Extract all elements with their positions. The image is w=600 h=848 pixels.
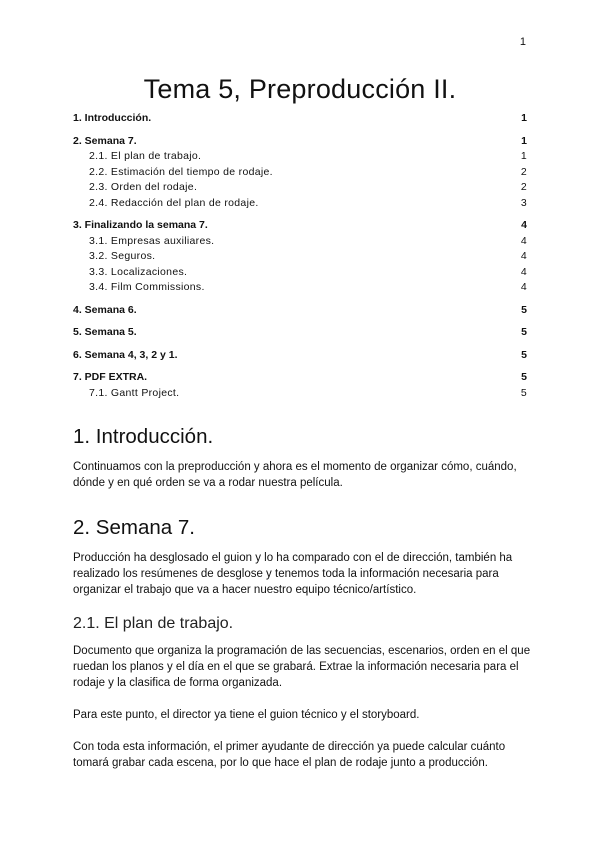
toc-entry[interactable] xyxy=(73,386,527,402)
toc-entry-page: 4 xyxy=(520,265,527,278)
paragraph: Documento que organiza la programación de las secuencias, escenarios, orden en el que ruedan los planos y el día en el que se grabará. Extrae la información necesaria para el rodaje y la clasifica de forma organizada. xyxy=(73,645,531,689)
toc-entry[interactable] xyxy=(73,325,527,341)
toc-entry[interactable] xyxy=(73,218,527,234)
document-title: Tema 5, Preproducción II. xyxy=(143,74,457,104)
toc-entry-page: 5 xyxy=(521,348,527,361)
page-number: 1 xyxy=(519,36,526,48)
toc-entry-label: 3.4. Film Commissions. xyxy=(89,281,205,293)
subsection-heading: 2.1. El plan de trabajo. xyxy=(73,615,234,632)
toc-entry-page: 5 xyxy=(521,371,527,383)
toc-entry-label: 2.3. Orden del rodaje. xyxy=(89,181,198,193)
toc-entry-page: 1 xyxy=(521,112,527,124)
toc-entry[interactable] xyxy=(73,348,527,364)
toc-entry-label: 5. Semana 5. xyxy=(73,326,137,338)
paragraph: Con toda esta información, el primer ayudante de dirección ya puede calcular cuánto tomará grabar cada escena, por lo que hace el plan de rodaje junto a producción. xyxy=(73,741,506,769)
toc-entry-page: 4 xyxy=(520,250,527,262)
section-heading: 2. Semana 7. xyxy=(73,516,195,539)
toc-entry[interactable] xyxy=(73,249,527,265)
toc-entry[interactable] xyxy=(73,303,527,319)
section-semana-7 xyxy=(73,515,533,598)
toc-entry[interactable] xyxy=(73,370,527,386)
toc-entry-label: 4. Semana 6. xyxy=(73,303,137,316)
toc-entry-label: 2.1. El plan de trabajo. xyxy=(89,150,202,162)
toc-entry-label: 3.1. Empresas auxiliares. xyxy=(89,234,215,247)
toc-entry[interactable] xyxy=(73,180,527,196)
toc-entry-page: 1 xyxy=(521,134,527,147)
toc-entry-page: 1 xyxy=(520,150,527,162)
toc-entry-page: 3 xyxy=(520,196,527,209)
toc-entry-label: 3. Finalizando la semana 7. xyxy=(73,219,208,231)
toc-entry-page: 2 xyxy=(520,181,527,193)
toc-entry-page: 5 xyxy=(521,303,527,316)
toc-entry[interactable] xyxy=(73,196,527,212)
toc-entry[interactable] xyxy=(73,234,527,250)
toc-entry-label: 1. Introducción. xyxy=(73,112,152,124)
toc-entry[interactable] xyxy=(73,134,527,150)
toc-entry-page: 5 xyxy=(520,386,527,399)
toc-entry-page: 4 xyxy=(520,281,527,293)
toc-entry-label: 6. Semana 4, 3, 2 y 1. xyxy=(73,348,178,361)
toc-entry-label: 2.4. Redacción del plan de rodaje. xyxy=(89,196,259,209)
toc-entry[interactable] xyxy=(73,280,527,296)
toc-entry-label: 3.2. Seguros. xyxy=(89,250,156,262)
toc-entry-label: 2.2. Estimación del tiempo de rodaje. xyxy=(89,165,273,178)
section-introduccion xyxy=(73,424,533,491)
toc-entry[interactable] xyxy=(73,165,527,181)
toc-entry-page: 4 xyxy=(521,219,527,231)
document-body xyxy=(73,424,533,787)
paragraph: Continuamos con la preproducción y ahora es el momento de organizar cómo, cuándo, dónde y en qué orden se va a rodar nuestra película. xyxy=(73,461,517,489)
toc-entry-page: 2 xyxy=(520,165,527,178)
paragraph: Para este punto, el director ya tiene el guion técnico y el storyboard. xyxy=(73,709,420,721)
toc-entry-page: 5 xyxy=(521,326,527,338)
toc-entry-label: 2. Semana 7. xyxy=(73,134,137,147)
toc-entry[interactable] xyxy=(73,111,527,127)
subsection-plan-de-trabajo xyxy=(73,614,533,771)
toc-entry[interactable] xyxy=(73,265,527,281)
toc-entry[interactable] xyxy=(73,149,527,165)
toc-entry-label: 7. PDF EXTRA. xyxy=(73,371,148,383)
toc-entry-label: 3.3. Localizaciones. xyxy=(89,265,188,278)
toc-entry-label: 7.1. Gantt Project. xyxy=(89,386,180,399)
paragraph: Producción ha desglosado el guion y lo ha comparado con el de dirección, también ha realizado los resúmenes de desglose y tenemos toda la información necesaria para organizar el trabajo que va a hacer nuestro equipo técnico/artístico. xyxy=(73,552,513,596)
table-of-contents xyxy=(73,111,527,401)
section-heading: 1. Introducción. xyxy=(73,425,214,448)
toc-entry-page: 4 xyxy=(520,234,527,247)
